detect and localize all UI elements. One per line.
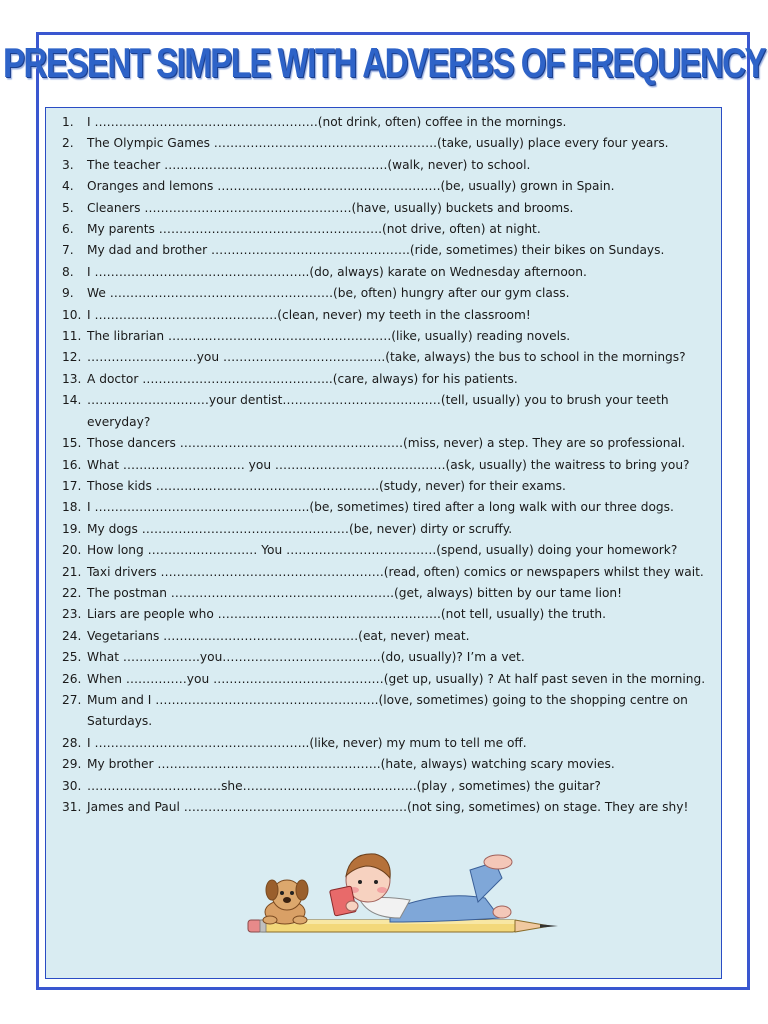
item-sentence: Vegetarians …………………………………………(eat, never) meat. [87, 628, 470, 643]
item-number: 18. [62, 500, 82, 515]
exercise-item [62, 305, 712, 326]
exercise-item [62, 647, 712, 668]
exercise-list [62, 112, 712, 818]
exercise-item [62, 455, 712, 476]
exercise-item [62, 176, 712, 197]
exercise-item [62, 562, 712, 583]
exercise-item [62, 347, 712, 368]
item-sentence: Those kids ……………………………………………….(study, never) for their exams. [87, 478, 566, 493]
item-sentence: My dogs ……………………………………………(be, never) dirty or scruffy. [87, 521, 513, 536]
item-sentence: I ………………………………………(clean, never) my teeth in the classroom! [87, 307, 531, 322]
item-number: 6. [62, 222, 74, 237]
item-sentence-continuation: everyday? [87, 414, 151, 429]
item-number: 16. [62, 457, 82, 472]
exercise-item [62, 219, 712, 240]
item-number: 1. [62, 115, 74, 129]
item-sentence: My dad and brother ………………………………………….(ride, sometimes) their bikes on Sundays. [87, 243, 665, 258]
item-sentence: My parents ……………………………………………….(not drive, often) at night. [87, 222, 541, 237]
item-number: 7. [62, 243, 74, 258]
item-number: 17. [62, 478, 82, 493]
exercise-item [62, 754, 712, 775]
item-number: 9. [62, 286, 74, 301]
exercise-item [62, 155, 712, 176]
item-number: 23. [62, 607, 82, 622]
item-number: 31. [62, 800, 82, 814]
item-sentence: My brother ……………………………………………….(hate, always) watching scary movies. [87, 757, 615, 772]
item-number: 22. [62, 585, 82, 600]
item-number: 8. [62, 264, 74, 279]
exercise-item [62, 283, 712, 304]
item-sentence: Cleaners ……………………………………………(have, usually) buckets and brooms. [87, 200, 574, 215]
item-sentence: I ……………………………………………..(like, never) my mum to tell me off. [87, 735, 527, 750]
item-sentence: Taxi drivers ……………………………………………….(read, often) comics or newspapers whilst they wait. [87, 564, 704, 579]
exercise-item [62, 369, 712, 390]
item-number: 3. [62, 157, 74, 172]
item-sentence: How long ……………………… You ……………………………….(spend, usually) doing your homework? [87, 543, 678, 558]
item-sentence: A doctor ………………………………………..(care, always) for his patients. [87, 371, 518, 386]
item-number: 4. [62, 179, 74, 194]
exercise-item [62, 776, 712, 797]
boy-reading-on-pencil-illustration [240, 840, 570, 945]
item-number: 13. [62, 371, 82, 386]
item-number: 28. [62, 735, 82, 750]
page-title: PRESENT SIMPLE WITH ADVERBS OF FREQUENCY [2, 39, 765, 86]
puppy-icon [263, 880, 308, 924]
exercise-item [62, 519, 712, 540]
exercise-item [62, 669, 712, 690]
item-sentence: The postman ……………………………………………….(get, always) bitten by our tame lion! [87, 585, 623, 600]
item-number: 20. [62, 543, 82, 558]
item-number: 14. [62, 393, 82, 408]
exercise-item [62, 626, 712, 647]
exercise-item [62, 733, 712, 754]
exercise-item [62, 133, 712, 154]
item-sentence: ………………………you ………………………………….(take, always) the bus to school in the mornings? [87, 350, 686, 365]
item-number: 11. [62, 329, 82, 344]
item-number: 25. [62, 650, 82, 665]
exercise-item [62, 390, 712, 433]
exercise-item [62, 112, 712, 133]
item-sentence: ……………………………she…………………………..………..(play , sometimes) the guitar? [87, 778, 601, 793]
exercise-item [62, 198, 712, 219]
item-sentence: I ……………………………………………….(not drink, often) coffee in the mornings. [87, 115, 567, 129]
item-number: 5. [62, 200, 74, 215]
boy-reading-icon [330, 854, 512, 922]
exercise-item [62, 240, 712, 261]
item-number: 15. [62, 436, 82, 451]
item-number: 30. [62, 778, 82, 793]
exercise-item [62, 262, 712, 283]
exercise-item [62, 326, 712, 347]
item-sentence: The teacher ……………………………………………….(walk, never) to school. [87, 157, 531, 172]
item-number: 29. [62, 757, 82, 772]
item-number: 12. [62, 350, 82, 365]
item-number: 19. [62, 521, 82, 536]
item-number: 26. [62, 671, 82, 686]
exercise-item [62, 476, 712, 497]
exercise-item [62, 690, 712, 733]
item-sentence: The Olympic Games ……………………………………………….(take, usually) place every four years. [87, 136, 669, 151]
item-sentence: What ……………….you…………………………………(do, usually)? I’m a vet. [87, 650, 525, 665]
exercise-item [62, 583, 712, 604]
item-sentence: What ………………………… you ……………………………………(ask, usually) the waitress to bring you? [87, 457, 690, 472]
item-sentence: I ……………………………………………..(be, sometimes) tired after a long walk with our three dogs. [87, 500, 674, 515]
item-sentence: Those dancers ……………………………………………….(miss, never) a step. They are so professional. [87, 436, 686, 451]
exercise-item [62, 540, 712, 561]
exercise-item [62, 497, 712, 518]
item-number: 21. [62, 564, 82, 579]
item-sentence: When ……………you ……………………………………(get up, usually) ? At half past seven in the morning. [87, 671, 706, 686]
item-sentence: We ……………………………………………….(be, often) hungry after our gym class. [87, 286, 570, 301]
item-number: 2. [62, 136, 74, 151]
exercise-item [62, 604, 712, 625]
item-sentence: I ……………………………………………..(do, always) karate on Wednesday afternoon. [87, 264, 587, 279]
item-number: 27. [62, 692, 82, 707]
item-sentence: Mum and I ……………………………………………….(love, sometimes) going to the shopping centre on [87, 692, 688, 707]
item-sentence: Liars are people who ……………………………………………….(not tell, usually) the truth. [87, 607, 606, 622]
item-sentence: The librarian ……………………………………………….(like, usually) reading novels. [87, 329, 571, 344]
item-sentence: …………………………your dentist…………………………………(tell, usually) you to brush your teeth [87, 393, 669, 408]
item-number: 10. [62, 307, 82, 322]
exercise-item [62, 797, 712, 818]
item-number: 24. [62, 628, 82, 643]
item-sentence: James and Paul ……………………………………………….(not sing, sometimes) on stage. They are shy! [87, 800, 689, 814]
exercise-item [62, 433, 712, 454]
item-sentence-continuation: Saturdays. [87, 714, 153, 729]
item-sentence: Oranges and lemons ……………………………………………….(be, usually) grown in Spain. [87, 179, 615, 194]
